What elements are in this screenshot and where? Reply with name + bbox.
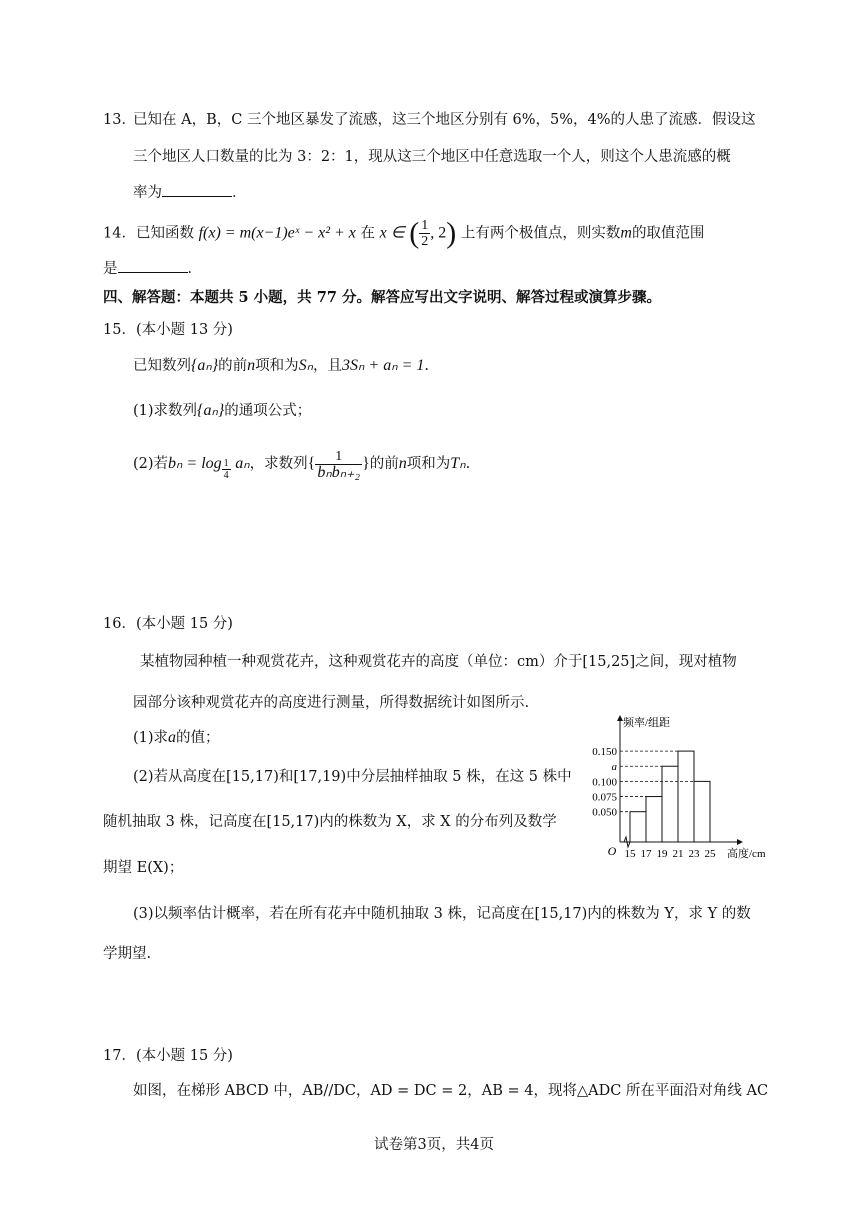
q15-p2-post2: 项和为	[406, 456, 451, 472]
q14-pre: 已知函数	[135, 225, 194, 242]
q16-part2-line3: 期望 E(X)；	[103, 860, 184, 876]
histogram-bar	[694, 781, 710, 842]
q14-left-paren: (	[409, 216, 420, 250]
x-tick-label: 21	[672, 848, 684, 860]
section-heading: 四、解答题：本题共 5 小题，共 77 分。解答应写出文字说明、解答过程或演算步骤。	[103, 289, 661, 306]
q13-line1: 已知在 A，B，C 三个地区暴发了流感，这三个地区分别有 6%，5%，4%的人患了流感．假设这	[133, 112, 756, 128]
histogram-bar	[662, 766, 678, 842]
q15-S: Sₙ	[298, 357, 314, 374]
q14-frac	[419, 218, 430, 249]
q13-line3	[133, 182, 247, 203]
q14-post2: 的取值范围	[631, 225, 705, 242]
q14-line1	[103, 218, 704, 249]
q13-answer-prefix: 率为	[133, 185, 162, 201]
q14-m: m	[620, 224, 632, 242]
q15-stem-end: .	[424, 358, 429, 374]
q16-part2-line1: (2)若从高度在[15,17)和[17,19)中分层抽样抽取 5 株，在这 5 株中	[133, 769, 572, 785]
q15-stem-mid: 的前	[218, 358, 248, 374]
y-tick-label: 0.075	[592, 791, 617, 804]
x-tick-label: 17	[640, 848, 652, 860]
frequency-histogram	[575, 712, 775, 862]
q14-interval-var: x ∈	[379, 224, 405, 242]
q13-answer-suffix: ．	[232, 185, 247, 201]
q15-left-brace: {	[307, 455, 316, 472]
y-axis-label: 频率/组距	[623, 717, 671, 729]
y-tick-label: 0.050	[592, 806, 617, 819]
q15-p1-post: 的通项公式；	[224, 403, 312, 419]
histogram-bar	[678, 751, 694, 842]
q16-part2-line2: 随机抽取 3 株，记高度在[15,17)内的株数为 X，求 X 的分布列及数学	[103, 814, 557, 830]
q15-p2-end: .	[465, 456, 471, 472]
q16-line2: 园部分该种观赏花卉的高度进行测量，所得数据统计如图所示.	[133, 695, 530, 711]
q15-p2-arg: aₙ	[235, 455, 250, 472]
q17-heading: 17．(本小题 15 分)	[103, 1048, 233, 1064]
q14-frac-num: 1	[421, 218, 429, 233]
q15-stem-mid2: 项和为	[255, 358, 299, 374]
q15-equation: 3Sₙ + aₙ = 1	[342, 357, 425, 374]
q13-line2: 三个地区人口数量的比为 3：2：1，现从这三个地区中任意选取一个人，则这个人患流感的概	[133, 149, 731, 165]
q15-stem-pre: 已知数列	[133, 358, 191, 374]
q14-answer-blank[interactable]	[118, 258, 188, 273]
q16-part1	[133, 728, 220, 748]
q15-n: n	[247, 357, 256, 374]
q16-part3-line2: 学期望.	[103, 946, 152, 962]
y-tick-label: 0.150	[592, 746, 617, 759]
q14-right-paren: )	[446, 216, 457, 250]
q15-heading: 15．(本小题 13 分)	[103, 322, 233, 338]
q13-number: 13．	[103, 112, 136, 128]
page-footer: 试卷第3页，共4页	[374, 1137, 494, 1153]
histogram-bar	[646, 797, 662, 842]
histogram-bar	[630, 812, 646, 842]
q15-p2-mid: ，求数列	[249, 456, 308, 472]
origin-label: O	[607, 844, 617, 858]
q14-frac-den: 2	[421, 234, 429, 249]
q15-T: Tₙ	[450, 455, 466, 472]
q13-answer-blank[interactable]	[162, 182, 232, 197]
q14-in: 在	[360, 225, 375, 242]
q17-line1: 如图，在梯形 ABCD 中，AB//DC，AD = DC = 2，AB = 4，现将△ADC 所在平面沿对角线 AC	[133, 1083, 769, 1099]
q14-function: f(x) = m(x−1)eˣ − x² + x	[198, 224, 356, 242]
q14-post: 上有两个极值点，则实数	[460, 225, 621, 242]
y-tick-label: 0.100	[592, 776, 617, 789]
q15-part2	[133, 448, 470, 481]
q15-p2-log: bₙ = log	[168, 455, 222, 472]
q15-log-base-den: 4	[223, 470, 229, 481]
x-tick-label: 23	[688, 848, 700, 860]
q14-number: 14．	[103, 225, 136, 242]
q14-line2	[103, 258, 202, 279]
x-tick-label: 25	[704, 848, 716, 860]
q15-p2-post: 的前	[369, 456, 399, 472]
q16-p1-pre: (1)求	[133, 730, 169, 746]
q16-heading: 16．(本小题 15 分)	[103, 616, 233, 632]
x-axis-arrow	[737, 839, 743, 845]
q14-interval-end: , 2	[430, 224, 447, 242]
q16-line1: 某植物园种植一种观赏花卉，这种观赏花卉的高度（单位：cm）介于[15,25]之间，现对植物	[140, 654, 737, 670]
q15-log-base-num: 1	[223, 458, 229, 469]
q15-sum-frac-num: 1	[315, 449, 362, 465]
q15-sequence: {aₙ}	[191, 357, 219, 374]
y-tick-label: a	[611, 761, 617, 774]
q15-log-base	[222, 458, 231, 481]
q15-sum-frac-den: bₙbₙ₊₂	[317, 463, 361, 481]
q15-stem	[133, 356, 429, 376]
x-axis-label: 高度/cm	[727, 848, 766, 860]
q14-line2-prefix: 是	[103, 261, 118, 277]
q15-p1-sequence: {aₙ}	[197, 402, 225, 419]
q15-right-brace: }	[362, 455, 370, 472]
q15-p2-pre: (2)若	[133, 456, 169, 472]
q15-sum-frac	[315, 449, 362, 480]
q16-p1-var: a	[168, 729, 177, 746]
q16-part3-line1: (3)以频率估计概率，若在所有花卉中随机抽取 3 株，记高度在[15,17)内的株数为 Y，求 Y 的数	[133, 906, 751, 922]
q15-part1	[133, 401, 311, 421]
q15-p2-n: n	[398, 455, 407, 472]
q16-p1-post: 的值；	[176, 730, 220, 746]
q15-p1-pre: (1)求数列	[133, 403, 198, 419]
x-tick-label: 15	[624, 848, 636, 860]
q14-line2-suffix: ．	[187, 261, 202, 277]
q15-stem-mid3: ，且	[313, 358, 343, 374]
x-tick-label: 19	[656, 848, 668, 860]
